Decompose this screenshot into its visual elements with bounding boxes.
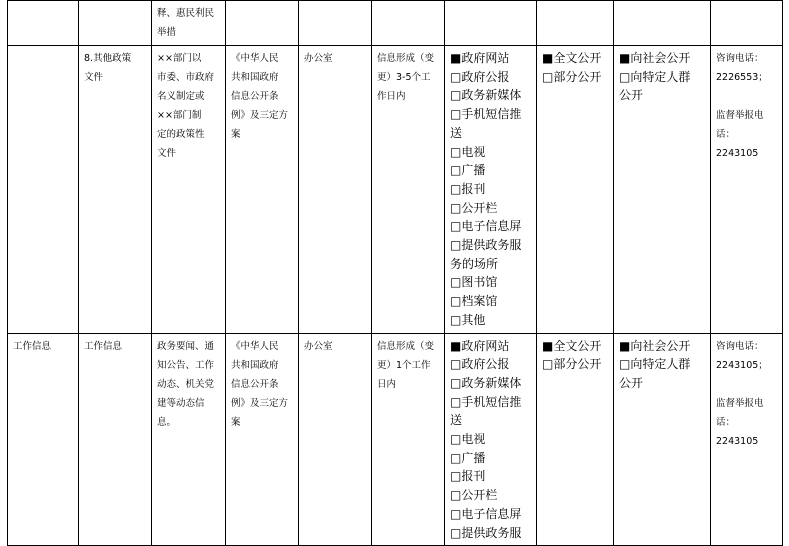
channel-option: □其他 xyxy=(450,312,486,327)
channels-cell xyxy=(445,46,537,334)
channel-option: □政府公报 xyxy=(450,69,510,84)
table-row xyxy=(8,333,783,546)
channel-option: □政府公报 xyxy=(450,357,510,372)
basis-cell: 《中华人民 共和国政府 信息公开条 例》及三定方 案 xyxy=(226,46,299,334)
target-option: ■向社会公开 xyxy=(619,338,691,353)
content-cell: 政务要闻、通 知公告、工作 动态、机关党 建等动态信 息。 xyxy=(152,333,226,546)
table-row xyxy=(8,46,783,334)
scope-target-cell xyxy=(614,333,711,546)
timelimit-cell: 信息形成（变 更）3-5个工 作日内 xyxy=(372,46,445,334)
channel-option: □报刊 xyxy=(450,469,486,484)
channel-option: □公开栏 xyxy=(450,488,498,503)
channel-option: □报刊 xyxy=(450,181,486,196)
table-row xyxy=(8,1,783,46)
target-option: ■向社会公开 xyxy=(619,51,691,65)
channel-option: □电子信息屏 xyxy=(450,219,522,234)
item-cell: 8.其他政策 文件 xyxy=(79,46,152,334)
scope-option: □部分公开 xyxy=(542,69,602,84)
channel-option: □电视 xyxy=(450,144,486,159)
timelimit-cell xyxy=(372,1,445,46)
dept-cell: 办公室 xyxy=(299,46,372,334)
contact-cell xyxy=(711,1,783,46)
basis-cell xyxy=(226,1,299,46)
channel-option: □政务新媒体 xyxy=(450,88,522,103)
item-cell: 工作信息 xyxy=(79,333,152,546)
target-option: □向特定人群 公开 xyxy=(619,69,691,103)
channel-option: □手机短信推 送 xyxy=(450,107,522,140)
contact-cell: 咨询电话： 2226553； 监督举报电 话：2243105 xyxy=(711,46,783,334)
channel-option: □电子信息屏 xyxy=(450,506,522,521)
channel-option: □提供政务服 务的场所 xyxy=(450,238,522,271)
scope-public-cell xyxy=(537,46,614,334)
scope-target-cell xyxy=(614,46,711,334)
dept-cell xyxy=(299,1,372,46)
scope-option: ■全文公开 xyxy=(542,51,602,65)
channel-option: □广播 xyxy=(450,163,486,178)
dept-cell: 办公室 xyxy=(299,333,372,546)
category-cell xyxy=(8,1,79,46)
target-option: □向特定人群 公开 xyxy=(619,357,691,390)
channel-option: □广播 xyxy=(450,450,486,465)
channel-option: □档案馆 xyxy=(450,294,498,309)
channels-cell xyxy=(445,333,537,546)
scope-option: ■全文公开 xyxy=(542,338,602,353)
contact-cell: 咨询电话： 2243105； 监督举报电 话：2243105 xyxy=(711,333,783,546)
channel-option: □手机短信推 送 xyxy=(450,394,522,428)
category-cell xyxy=(8,46,79,334)
channel-option: □公开栏 xyxy=(450,200,498,215)
scope-option: □部分公开 xyxy=(542,357,602,372)
disclosure-table xyxy=(7,0,783,546)
channel-option: □图书馆 xyxy=(450,275,498,290)
scope-target-cell xyxy=(614,1,711,46)
timelimit-cell: 信息形成（变 更）1个工作 日内 xyxy=(372,333,445,546)
scope-public-cell xyxy=(537,1,614,46)
channel-option: □电视 xyxy=(450,432,486,447)
basis-cell: 《中华人民 共和国政府 信息公开条 例》及三定方 案 xyxy=(226,333,299,546)
content-cell: ××部门以 市委、市政府 名义制定或 ××部门制 定的政策性 文件 xyxy=(152,46,226,334)
channel-option: ■政府网站 xyxy=(450,51,510,65)
channels-cell xyxy=(445,1,537,46)
category-cell: 工作信息 xyxy=(8,333,79,546)
channel-option: □政务新媒体 xyxy=(450,375,522,390)
channel-option: □提供政务服 xyxy=(450,525,522,540)
channel-option: ■政府网站 xyxy=(450,338,510,353)
scope-public-cell xyxy=(537,333,614,546)
item-cell xyxy=(79,1,152,46)
content-cell: 释、惠民利民 举措 xyxy=(152,1,226,46)
